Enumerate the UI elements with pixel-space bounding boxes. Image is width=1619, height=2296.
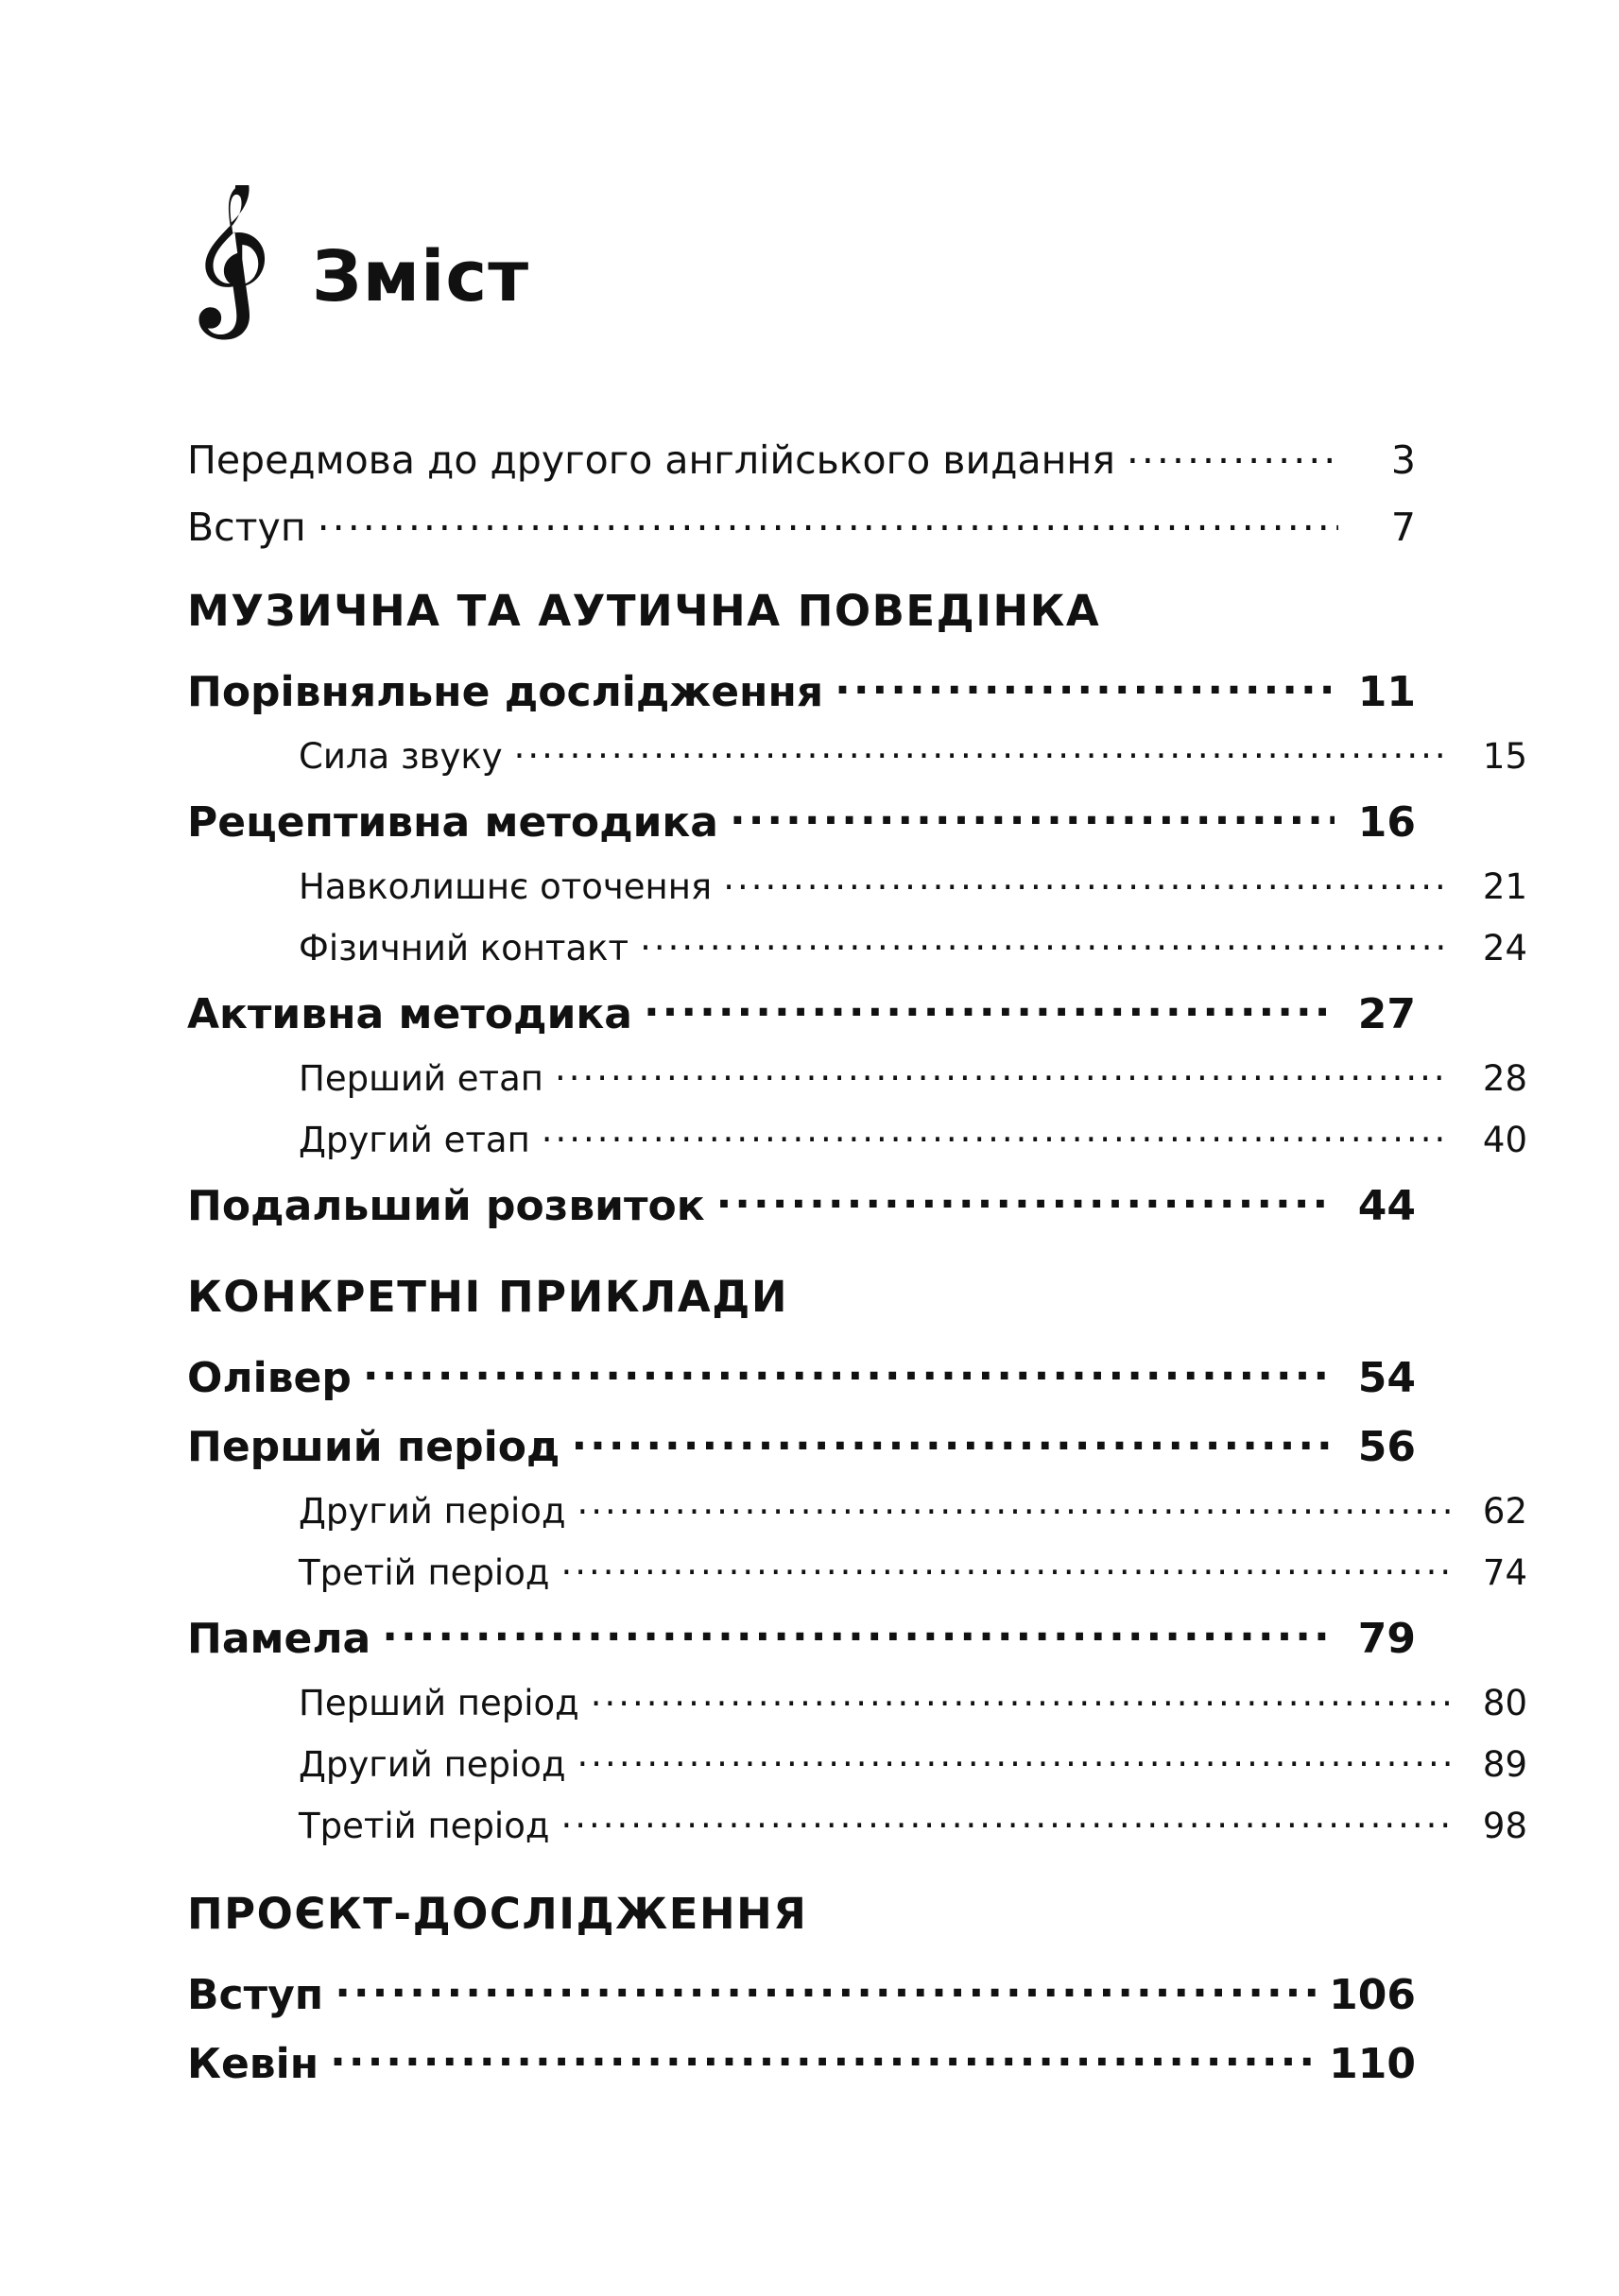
toc-entry-label: Активна методика [187, 990, 632, 1038]
toc-entry-label: Третій період [299, 1806, 550, 1846]
toc-entry[interactable] [187, 2036, 1416, 2089]
toc-entry-page: 98 [1482, 1806, 1527, 1846]
toc-leader [555, 1055, 1450, 1090]
toc-entry-page: 15 [1482, 736, 1527, 778]
toc-entry-page: 28 [1482, 1058, 1527, 1100]
toc-entry[interactable] [187, 1419, 1416, 1472]
toc-leader [835, 664, 1335, 706]
toc-entry-page: 24 [1482, 928, 1527, 969]
toc-entry[interactable] [187, 1803, 1527, 1845]
toc-entry-label: Другий період [299, 1491, 566, 1533]
toc-leader [335, 1967, 1319, 2009]
toc-section-heading [187, 1272, 1416, 1322]
toc-entry-label: Порівняльне дослідження [187, 668, 824, 717]
toc-entry[interactable] [187, 1967, 1416, 2017]
treble-clef-icon [187, 185, 274, 374]
toc-entry[interactable] [187, 1611, 1416, 1664]
toc-entry-page: 80 [1482, 1683, 1527, 1724]
toc-entry-label: Перший період [299, 1683, 579, 1724]
toc-section-heading [187, 586, 1416, 636]
toc-entry[interactable] [187, 1680, 1527, 1722]
toc-leader [382, 1611, 1335, 1653]
toc-entry[interactable] [187, 986, 1416, 1037]
toc-entry[interactable] [187, 502, 1416, 551]
toc-entry[interactable] [187, 664, 1416, 717]
toc-leader [514, 733, 1450, 768]
toc-entry-page: 27 [1357, 990, 1416, 1038]
toc-entry-page: 56 [1357, 1423, 1416, 1472]
toc-entry-label: Перший період [187, 1423, 560, 1472]
toc-leader [1127, 435, 1338, 473]
toc-leader [542, 1117, 1450, 1152]
toc-entry-page: 3 [1390, 437, 1416, 483]
toc-entry-label: Другий період [299, 1744, 566, 1786]
toc-entry-label: Другий етап [299, 1120, 530, 1161]
toc-entry[interactable] [187, 1117, 1527, 1159]
toc-entry-label: Вступ [187, 1970, 324, 2019]
toc-entry-label: Памела [187, 1615, 371, 1664]
toc-entry[interactable] [187, 864, 1527, 906]
toc-leader [644, 986, 1335, 1028]
toc-entry-label: Фізичний контакт [299, 928, 629, 969]
toc-entry-page: 16 [1357, 798, 1416, 848]
toc-entry-label: Третій період [299, 1552, 550, 1594]
toc-leader [330, 2036, 1319, 2078]
toc-leader [716, 1178, 1335, 1220]
toc-entry-label: Рецептивна методика [187, 798, 718, 848]
toc-entry-page: 89 [1482, 1744, 1527, 1786]
toc-entry-page: 62 [1482, 1491, 1527, 1533]
toc-leader [591, 1680, 1450, 1715]
toc-leader [730, 795, 1335, 836]
toc-entry-page: 54 [1357, 1354, 1416, 1403]
toc-entry-label: Передмова до другого англійського видання [187, 437, 1115, 483]
toc-entry-page: 11 [1357, 668, 1416, 717]
toc-entry[interactable] [187, 1350, 1416, 1403]
toc-entry-label: Подальший розвиток [187, 1181, 705, 1230]
toc-entry[interactable] [187, 1178, 1416, 1228]
toc-entry-label: Олівер [187, 1354, 352, 1403]
toc-section-heading [187, 1889, 1416, 1939]
toc-leader [723, 864, 1450, 899]
toc-entry[interactable] [187, 733, 1527, 776]
toc-entry[interactable] [187, 1550, 1527, 1592]
page-heading [187, 185, 529, 374]
toc-entry-label: Сила звуку [299, 736, 503, 778]
toc-entry-page: 40 [1482, 1120, 1527, 1161]
toc-leader [560, 1803, 1450, 1838]
toc-entry-label: Перший етап [299, 1058, 543, 1100]
toc-leader [560, 1550, 1450, 1585]
toc-leader [640, 925, 1450, 960]
page-title: Зміст [312, 236, 530, 317]
toc-leader [363, 1350, 1335, 1392]
toc-entry-label: Навколишнє оточення [299, 866, 713, 908]
toc-leader [571, 1419, 1335, 1461]
toc-entry-page: 21 [1482, 866, 1527, 908]
toc-entry[interactable] [187, 1055, 1527, 1098]
table-of-contents [187, 435, 1527, 2105]
toc-leader [577, 1488, 1450, 1523]
toc-entry-page: 7 [1390, 505, 1416, 551]
toc-entry-page: 106 [1329, 1970, 1416, 2019]
toc-entry[interactable] [187, 1488, 1527, 1531]
toc-entry[interactable] [187, 795, 1416, 848]
toc-section-label: КОНКРЕТНІ ПРИКЛАДИ [187, 1272, 788, 1323]
toc-section-label: ПРОЄКТ-ДОСЛІДЖЕННЯ [187, 1888, 808, 1939]
toc-entry-label: Кевін [187, 2040, 319, 2089]
toc-entry-page: 79 [1357, 1615, 1416, 1664]
toc-leader [577, 1741, 1450, 1776]
toc-entry[interactable] [187, 435, 1416, 481]
toc-entry[interactable] [187, 925, 1527, 968]
toc-section-label: МУЗИЧНА ТА АУТИЧНА ПОВЕДІНКА [187, 586, 1101, 637]
toc-entry-page: 44 [1357, 1181, 1416, 1230]
toc-entry-page: 110 [1329, 2040, 1416, 2089]
toc-entry[interactable] [187, 1741, 1527, 1784]
toc-entry-page: 74 [1482, 1552, 1527, 1594]
toc-entry-label: Вступ [187, 505, 306, 551]
toc-leader [318, 502, 1338, 540]
